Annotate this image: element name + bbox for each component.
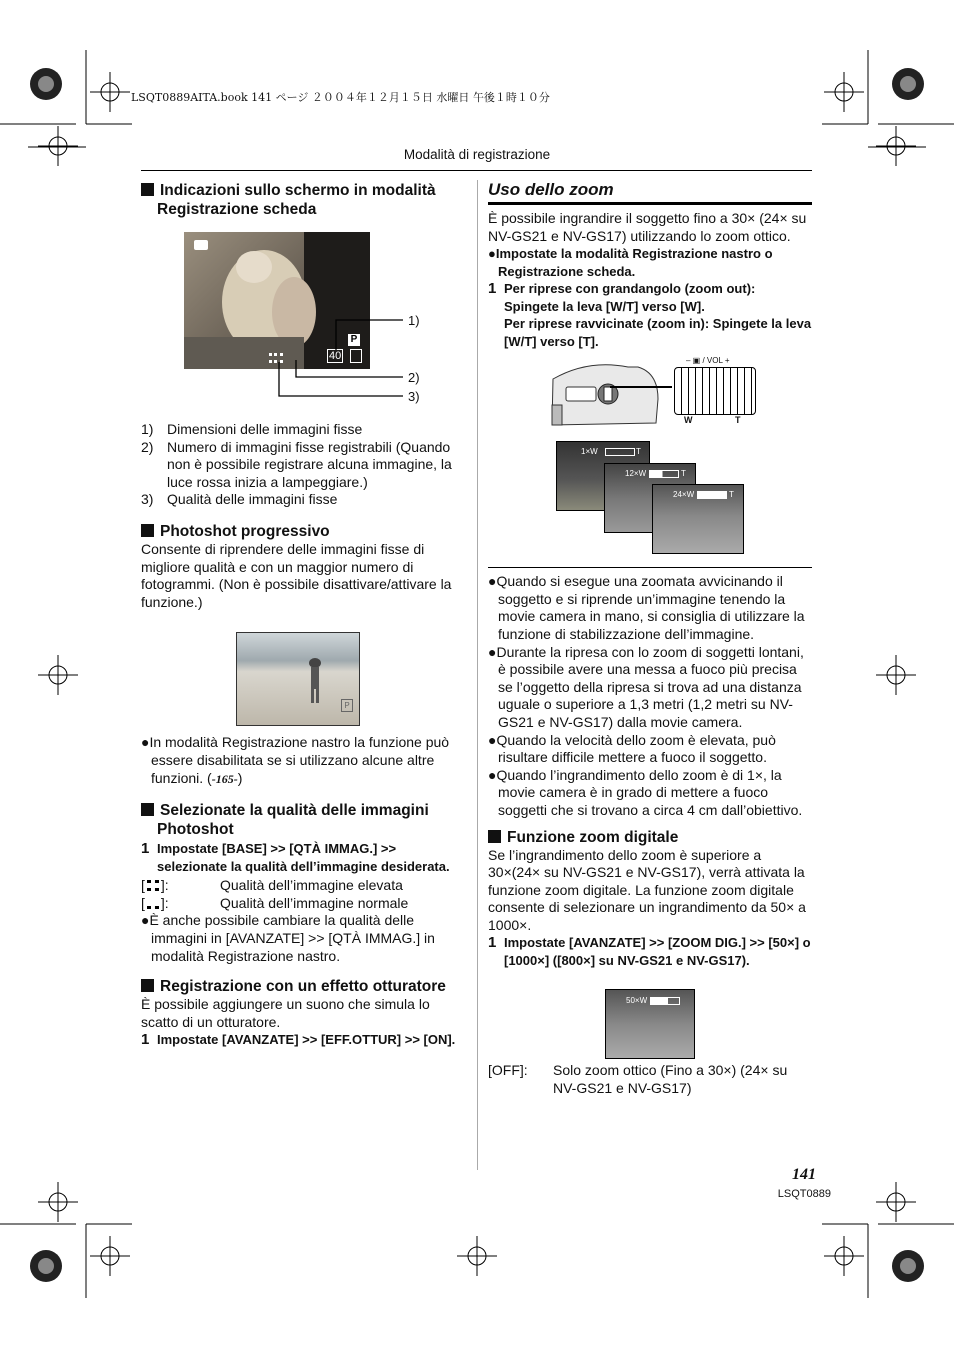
lever-w-label: W <box>684 415 693 426</box>
callout-2: 2) <box>408 370 420 385</box>
square-bullet-icon <box>141 803 154 816</box>
quality-high-row: [ ]: Qualità dell’immagine elevata <box>141 877 403 894</box>
zoom-step: 1 Per riprese con grandangolo (zoom out): Spingete la leva [W/T] verso [W]. Per riprese ravvicinate (zoom in): Spingete la leva [W/T] verso [T]. <box>488 280 812 349</box>
shutter-step: 1 Impostate [AVANZATE] >> [EFF.OTTUR] >> [ON]. <box>141 1031 456 1049</box>
zoom-readout: 50×W <box>626 996 648 1006</box>
book-meta-line: LSQT0889AITA.book 141 ページ ２００４年１２月１５日 水曜日 午後１時１０分 <box>131 91 550 104</box>
quality-high-icon <box>147 880 159 891</box>
zoom-readout: 24×W <box>673 490 695 500</box>
quality-step: 1 Impostate [BASE] >> [QTÀ IMMAG.] >> selezionate la qualità dell’immagine desiderata. <box>141 840 450 874</box>
beach-photo <box>236 632 360 726</box>
zoom-bar <box>649 470 679 478</box>
off-option: [OFF]: Solo zoom ottico (Fino a 30×) (24× su NV-GS21 e NV-GS17) <box>488 1062 788 1097</box>
legend-item: 1) Dimensioni delle immagini fisse <box>141 421 363 437</box>
photoshot-body: Consente di riprendere delle immagini fisse di migliore qualità e con un maggior numero di fotogrammi. (Non è possibile disattivare/attivare la funzione.) <box>141 540 452 610</box>
lever-top-label: – ▣ / VOL + <box>686 356 730 366</box>
picture-size-p-icon: P <box>341 699 353 712</box>
zoom-t-label: T <box>681 469 686 479</box>
zoom-bullet: ●Impostate la modalità Registrazione nastro o Registrazione scheda. <box>488 246 773 279</box>
legend-item: 2) Numero di immagini fisse registrabili (Quando non è possibile registrare alcuna immagine, la luce rossa inizia a lampeggiare.) <box>141 438 452 490</box>
legend-item: 3) Qualità delle immagini fisse <box>141 491 338 508</box>
step-number: 1 <box>141 1031 150 1049</box>
digital-step: 1 Impostate [AVANZATE] >> [ZOOM DIG.] >> [50×] o [1000×] ([800×] su NV-GS21 e NV-GS17). <box>488 934 811 968</box>
digital-zoom-shot <box>605 989 695 1059</box>
zoom-readout: 12×W <box>625 469 647 479</box>
zoom-lever-figure <box>488 356 812 439</box>
section-title-digital-zoom: Funzione zoom digitale <box>488 828 812 847</box>
section-title-shutter: Registrazione con un effetto otturatore <box>141 977 466 996</box>
zoom-note: ●Quando l’ingrandimento dello zoom è di 1×, la movie camera è in grado di mettere a fuoco soggetti che si trovano a circa 4 cm dall’obiettivo. <box>488 766 803 818</box>
zoom-title-rule <box>488 202 812 205</box>
zoom-sample-figure <box>488 441 812 553</box>
leader-line <box>610 377 676 397</box>
doc-code: LSQT0889 <box>777 1188 831 1200</box>
step-number: 1 <box>141 840 150 858</box>
zoom-note: ●Durante la ripresa con lo zoom di soggetti lontani, è possibile avere una messa a fuoco più precisa se l’oggetto della ripresa si trova ad una distanza uguale o superiore a 1,3 metri (1,2 metri su NV-GS21 e NV-GS17) dalla movie camera. <box>488 643 804 730</box>
square-bullet-icon <box>141 524 154 537</box>
section-title-quality: Selezionate la qualità delle immagini Photoshot <box>141 801 466 839</box>
remaining-count: 40 <box>329 350 342 362</box>
zoom-note: ●Quando la velocità dello zoom è elevata, può risultare difficile mettere a fuoco il soggetto. <box>488 731 776 766</box>
digital-zoom-figure <box>488 989 812 1059</box>
shutter-body: È possibile aggiungere un suono che simula lo scatto di un otturatore. <box>141 996 430 1030</box>
zoom-t-label: T <box>636 447 641 457</box>
quality-normal-row: [ ]: Qualità dell’immagine normale <box>141 894 409 911</box>
running-header: Modalità di registrazione <box>403 147 551 162</box>
quality-normal-icon <box>147 898 159 909</box>
section-title-photoshot: Photoshot progressivo <box>141 522 466 541</box>
lever-t-label: T <box>735 415 741 426</box>
page-number: 141 <box>792 1166 816 1183</box>
zoom-body: È possibile ingrandire il soggetto fino a 30× (24× su NV-GS21 e NV-GS17) utilizzando lo zoom ottico. <box>488 210 807 244</box>
square-bullet-icon <box>488 830 501 843</box>
right-column <box>488 179 812 1098</box>
zoom-title: Uso dello zoom <box>488 180 614 199</box>
photoshot-note: ●In modalità Registrazione nastro la funzione può essere disabilitata se si utilizzano alcune altre funzioni. (-165-) <box>141 734 450 786</box>
page-ref: -165- <box>211 771 238 786</box>
square-bullet-icon <box>141 979 154 992</box>
card-osd-figure <box>141 232 466 409</box>
step-number: 1 <box>488 934 497 952</box>
zoom-readout: 1×W <box>581 447 598 457</box>
wt-lever-diagram <box>674 367 756 415</box>
callout-3: 3) <box>408 389 420 404</box>
left-column <box>141 181 466 1049</box>
square-bullet-icon <box>141 183 154 196</box>
section-title-card-osd: Indicazioni sullo schermo in modalità Registrazione scheda <box>141 181 466 219</box>
zoom-bar <box>650 997 680 1005</box>
zoom-t-label: T <box>729 490 734 500</box>
zoom-shot-24x <box>652 484 744 554</box>
header-rule <box>141 170 812 171</box>
callout-1: 1) <box>408 313 420 328</box>
picture-size-p-icon: P <box>348 334 360 346</box>
column-divider <box>477 180 478 1170</box>
photoshot-figure <box>141 632 466 724</box>
quality-note: ●È anche possibile cambiare la qualità delle immagini in [AVANZATE] >> [QTÀ IMMAG.] in modalità Registrazione nastro. <box>141 912 435 964</box>
step-number: 1 <box>488 280 497 298</box>
digital-body: Se l’ingrandimento dello zoom è superiore a 30×(24× su NV-GS21 e NV-GS17), verrà attivata la funzione zoom digitale. La funzione zoom digitale consente di selezionare un ingrandimento da 50× a 1000×. <box>488 846 806 933</box>
notes-rule <box>488 567 812 568</box>
zoom-bar <box>605 448 635 456</box>
zoom-note: ●Quando si esegue una zoomata avvicinando il soggetto e si riprende un’immagine tenendo la movie camera in mano, si consiglia di utilizzare la funzione di stabilizzazione dell’immagine. <box>488 573 805 642</box>
zoom-bar <box>697 491 727 499</box>
callout-legend <box>141 421 466 509</box>
